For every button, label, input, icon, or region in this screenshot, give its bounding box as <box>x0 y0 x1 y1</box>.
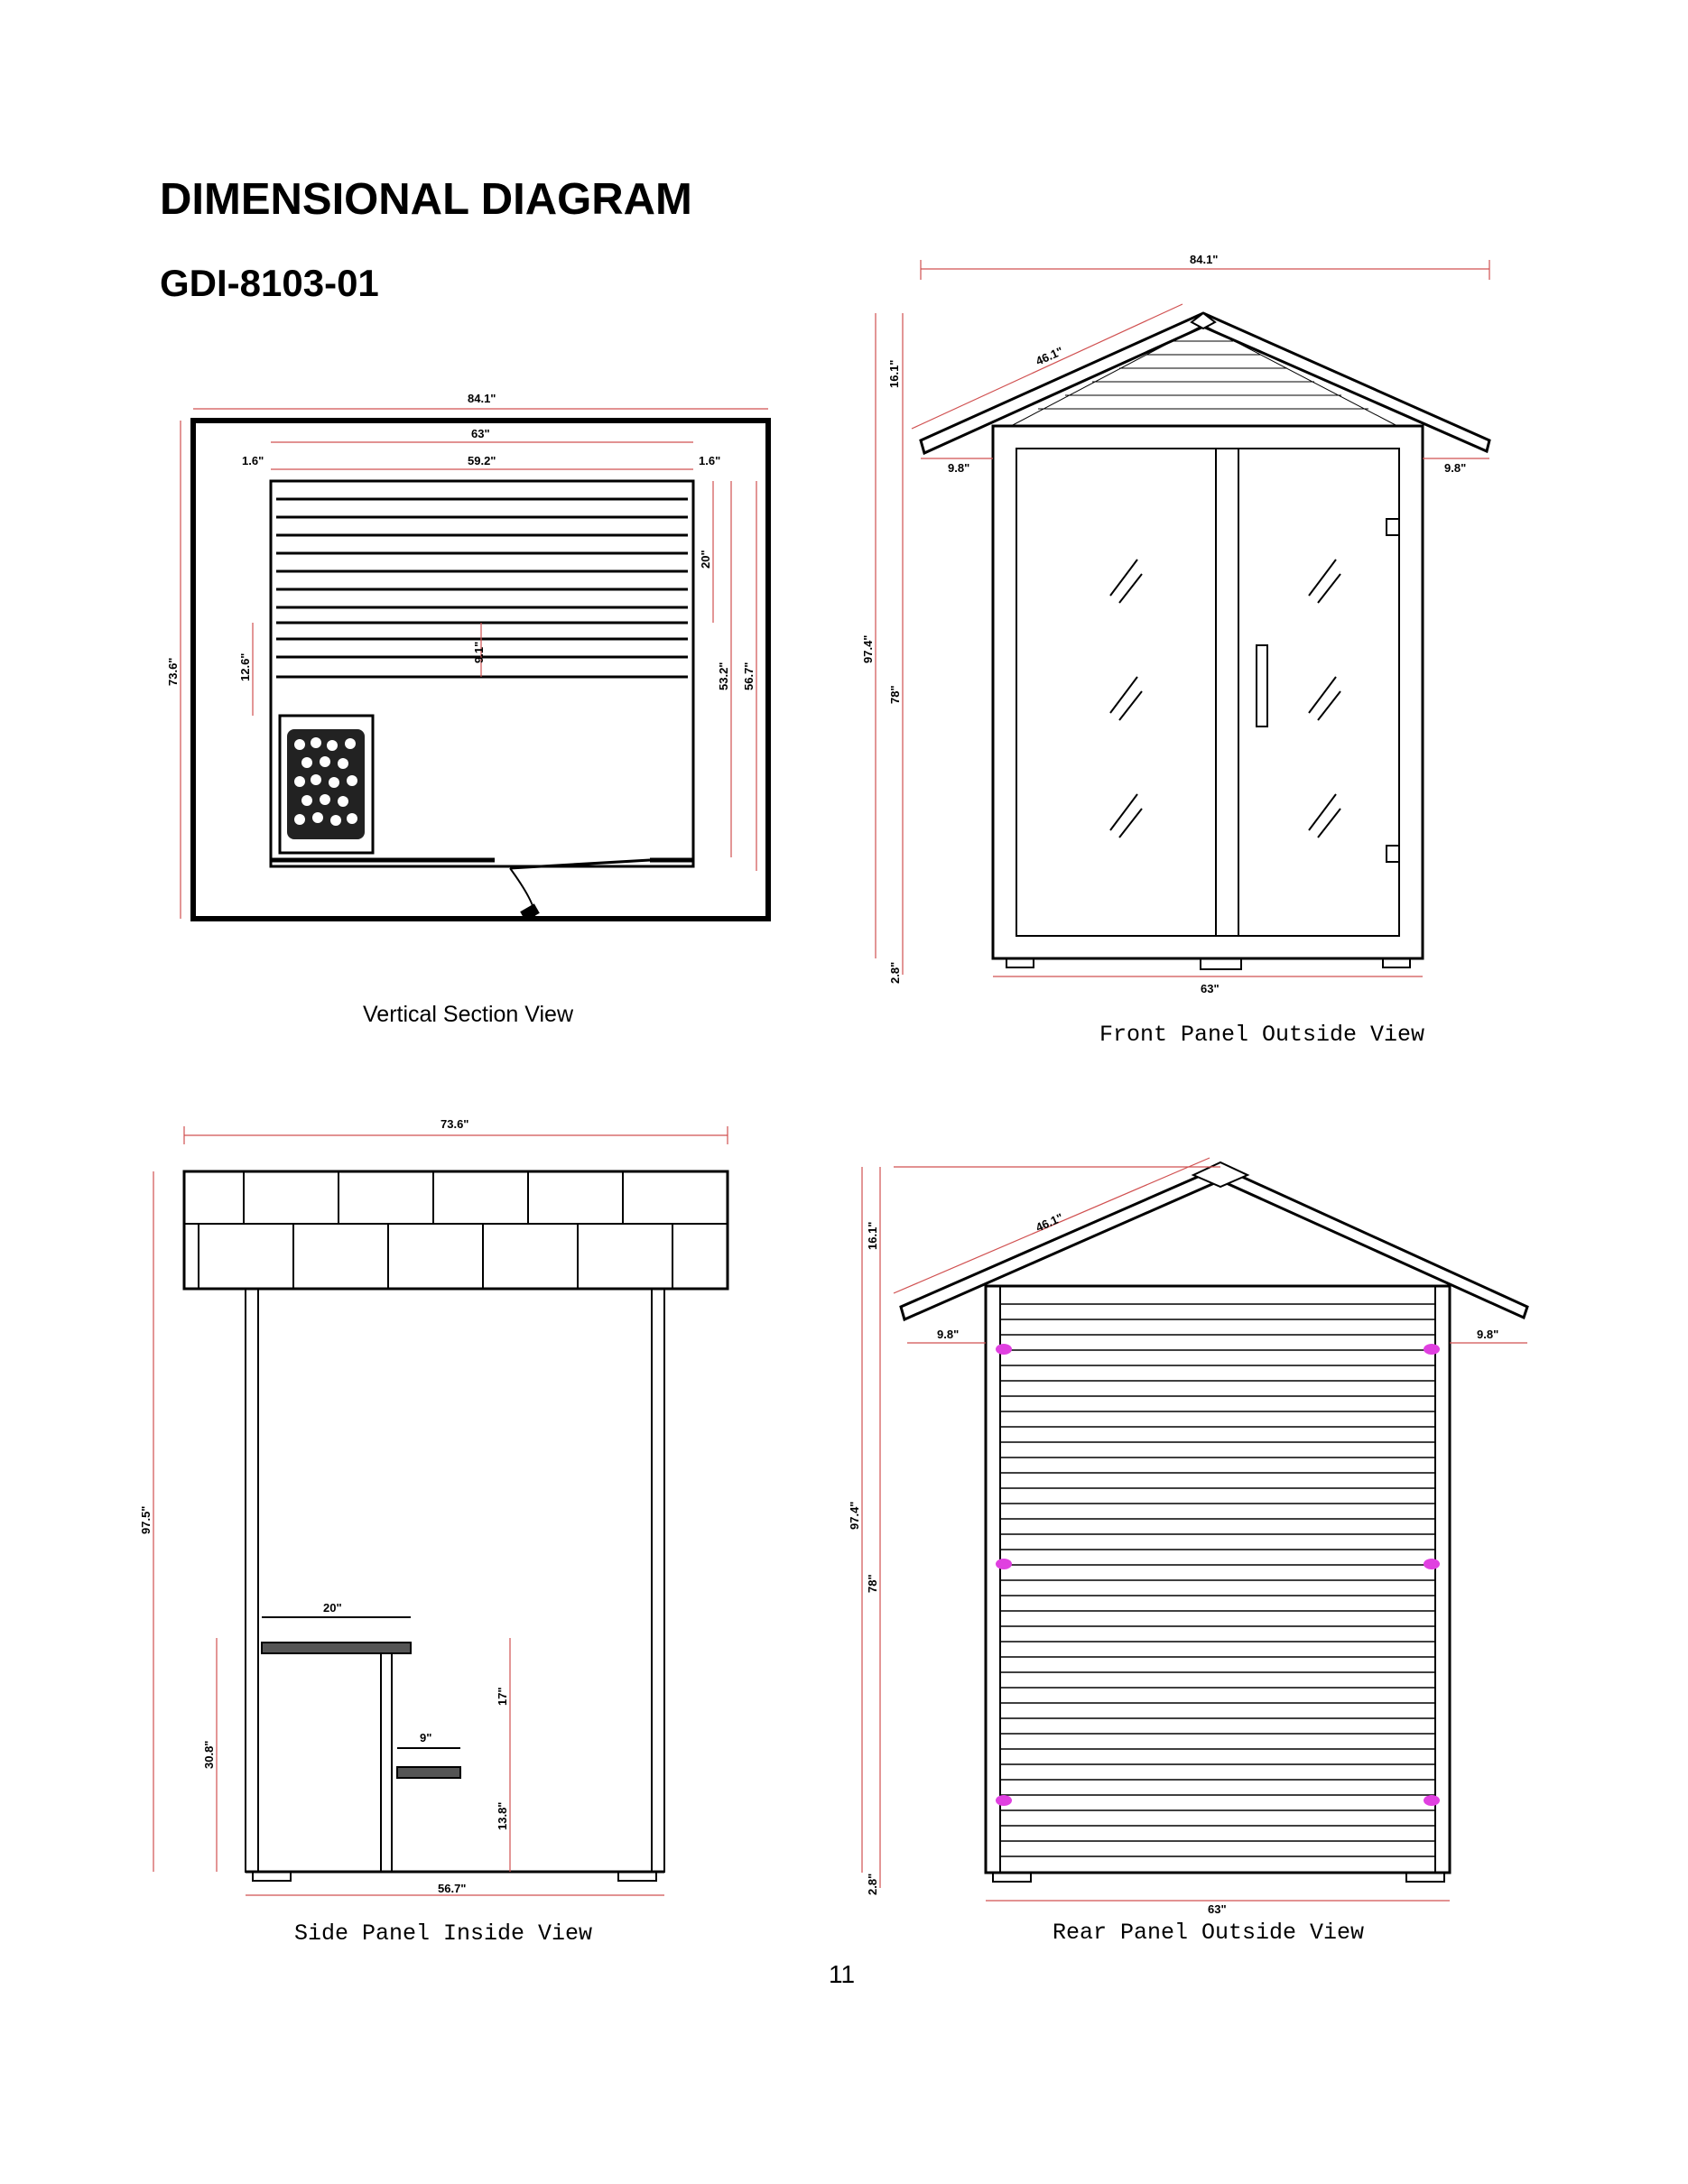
sp-dim-step-depth: 9" <box>420 1731 432 1744</box>
caption-front-panel: Front Panel Outside View <box>1099 1022 1425 1048</box>
sp-dim-body-width: 56.7" <box>438 1882 467 1895</box>
side-wall-left <box>246 1289 258 1872</box>
door-handle-bar <box>1257 645 1267 726</box>
rear-panel-view <box>862 1158 1527 1901</box>
fp-dim-total-height: 97.4" <box>861 634 875 663</box>
rear-body <box>986 1286 1450 1873</box>
front-frame <box>1016 449 1399 936</box>
vs-dim-inner-width: 63" <box>471 427 490 440</box>
upper-bench-top <box>262 1643 411 1653</box>
rear-wall-slats <box>1000 1304 1435 1856</box>
rp-dim-base-height: 2.8" <box>866 1873 879 1895</box>
vs-dim-left-gap: 1.6" <box>242 454 264 467</box>
rp-dim-total-height: 97.4" <box>848 1501 861 1530</box>
front-roof <box>921 313 1489 453</box>
vs-dim-right-gap: 1.6" <box>699 454 721 467</box>
front-panel-view <box>876 260 1489 976</box>
fp-dim-base-height: 2.8" <box>888 961 902 984</box>
rear-roof-peak-cap <box>1193 1162 1247 1187</box>
sp-dim-total-height: 97.5" <box>139 1505 153 1534</box>
side-wall-right <box>652 1289 664 1872</box>
caption-rear-panel: Rear Panel Outside View <box>1053 1920 1365 1946</box>
fp-dim-wall-height: 78" <box>888 685 902 704</box>
rear-roof <box>901 1167 1527 1319</box>
front-gable-slats <box>1038 341 1368 409</box>
sp-dim-step-height: 13.8" <box>496 1801 509 1830</box>
front-dim-lines <box>876 260 1489 976</box>
vs-dim-bench-depth: 20" <box>699 550 712 569</box>
side-roof-shingles <box>184 1171 728 1289</box>
door-hinge-top <box>1387 519 1399 535</box>
page-title: DIMENSIONAL DIAGRAM <box>160 175 692 224</box>
upper-bench-support <box>381 1653 392 1872</box>
rear-dim-lines <box>862 1158 1527 1901</box>
sp-dim-upper-gap: 17" <box>496 1687 509 1706</box>
vertical-section-view <box>181 409 768 921</box>
glass-reflection-marks <box>1110 560 1340 838</box>
front-gable <box>1011 325 1397 426</box>
fp-dim-roof-slope: 46.1" <box>1034 344 1065 368</box>
front-body <box>993 426 1423 958</box>
vs-dim-depth: 73.6" <box>166 657 180 686</box>
caption-vertical-section: Vertical Section View <box>363 1002 573 1027</box>
side-roof-block <box>184 1171 728 1289</box>
fp-dim-left-overhang: 9.8" <box>948 461 970 475</box>
fp-dim-body-width: 63" <box>1201 982 1220 995</box>
vs-dim-outer-depth: 56.7" <box>742 662 756 690</box>
rp-dim-right-overhang: 9.8" <box>1477 1328 1499 1341</box>
rp-dim-roof-height: 16.1" <box>866 1221 879 1250</box>
sp-dim-bench-height: 30.8" <box>202 1740 216 1769</box>
sp-dim-roof-width: 73.6" <box>441 1117 469 1131</box>
model-number: GDI-8103-01 <box>160 262 379 304</box>
sp-dim-bench-depth: 20" <box>323 1601 342 1615</box>
door-hinge-bottom <box>1387 846 1399 862</box>
vs-dim-overall-width: 84.1" <box>468 392 496 405</box>
caption-side-panel: Side Panel Inside View <box>294 1920 593 1947</box>
fp-dim-right-overhang: 9.8" <box>1444 461 1467 475</box>
side-panel-view <box>153 1126 728 1895</box>
front-foot-center <box>1201 958 1241 969</box>
rp-dim-left-overhang: 9.8" <box>937 1328 960 1341</box>
fp-dim-overall-width: 84.1" <box>1190 253 1219 266</box>
rp-dim-roof-slope: 46.1" <box>1034 1210 1065 1235</box>
fp-dim-roof-height: 16.1" <box>887 359 901 388</box>
vs-dim-heater: 12.6" <box>238 652 252 681</box>
rp-dim-body-width: 63" <box>1208 1902 1227 1916</box>
rear-mount-bolts <box>996 1344 1440 1806</box>
step-top <box>397 1767 460 1778</box>
side-dim-lines <box>153 1126 728 1895</box>
vs-dim-inner-depth: 53.2" <box>717 662 730 690</box>
page-number: 11 <box>829 1960 856 1988</box>
rp-dim-wall-height: 78" <box>866 1574 879 1593</box>
vs-dim-bench2: 9.1" <box>472 641 486 663</box>
vs-dim-bench-width: 59.2" <box>468 454 496 467</box>
